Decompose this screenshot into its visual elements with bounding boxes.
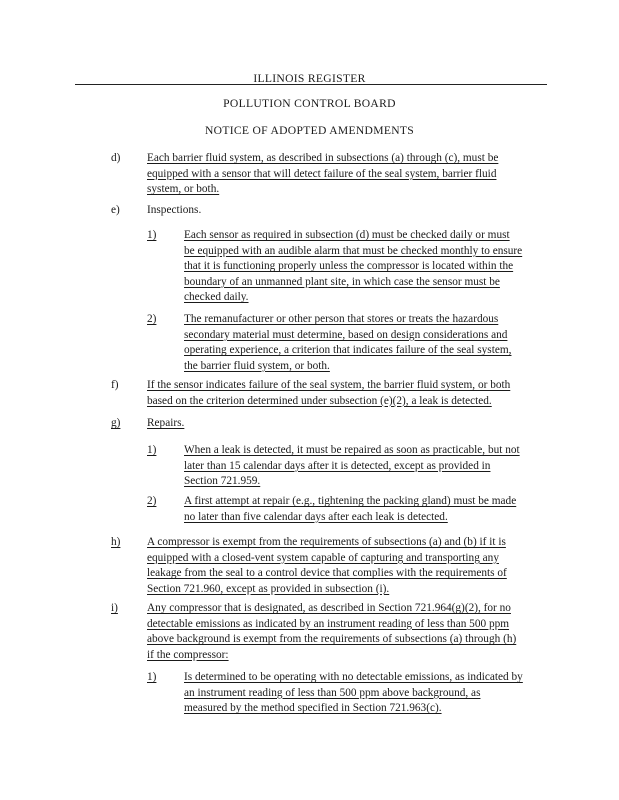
- register-title: ILLINOIS REGISTER: [253, 72, 366, 85]
- text-line: operating experience, a criterion that indicates failure of the seal system,: [184, 344, 512, 357]
- text-line: be equipped with an audible alarm that must be checked monthly to ensure: [184, 244, 523, 257]
- text-line: measured by the method specified in Section 721.963(c).: [184, 702, 442, 715]
- section-d-text: [147, 151, 498, 198]
- text-line: equipped with a sensor that will detect failure of the seal system, barrier fluid: [147, 167, 497, 180]
- section-g1-label: 1): [147, 444, 157, 456]
- section-g2-text: [184, 494, 516, 525]
- section-g2-label: 2): [147, 495, 157, 507]
- section-f-text: [147, 378, 510, 409]
- text-line: that it is functioning properly unless the compressor is located within the: [184, 260, 514, 273]
- text-line: checked daily.: [184, 291, 249, 304]
- text-line: later than 15 calendar days after it is detected, except as provided in: [184, 459, 491, 472]
- text-line: Each sensor as required in subsection (d) must be checked daily or must: [184, 229, 510, 241]
- section-g-heading: Repairs.: [147, 417, 185, 429]
- notice-title: NOTICE OF ADOPTED AMENDMENTS: [204, 124, 415, 137]
- section-i-label: i): [111, 602, 118, 614]
- text-line: Section 721.959.: [184, 475, 261, 488]
- text-line: secondary material must determine, based on design considerations and: [184, 328, 508, 341]
- text-line: an instrument reading of less than 500 ppm above background, as: [184, 686, 481, 699]
- section-e1-text: [184, 228, 522, 306]
- section-e-label: e): [111, 204, 120, 216]
- text-line: based on the criterion determined under subsection (e)(2), a leak is detected.: [147, 394, 492, 407]
- section-i-text: [147, 601, 516, 663]
- section-h-label: h): [111, 536, 121, 548]
- text-line: When a leak is detected, it must be repaired as soon as practicable, but not: [184, 444, 520, 456]
- section-e-heading: Inspections.: [147, 204, 202, 216]
- text-line: boundary of an unmanned plant site, in which case the sensor must be: [184, 275, 500, 288]
- text-line: leakage from the seal to a control device that complies with the requirements of: [147, 567, 507, 580]
- text-line: no later than five calendar days after each leak is detected.: [184, 510, 448, 523]
- section-g-label: g): [111, 417, 121, 429]
- section-i1-label: 1): [147, 671, 157, 683]
- section-e1-label: 1): [147, 229, 157, 241]
- section-h-text: [147, 535, 507, 597]
- text-line: A first attempt at repair (e.g., tightening the packing gland) must be made: [184, 495, 517, 507]
- text-line: A compressor is exempt from the requirements of subsections (a) and (b) if it is: [147, 536, 506, 548]
- text-line: system, or both.: [147, 183, 220, 196]
- section-i1-text: [184, 670, 523, 717]
- text-line: Any compressor that is designated, as described in Section 721.964(g)(2), for no: [147, 602, 511, 614]
- text-line: the barrier fluid system, or both.: [184, 359, 330, 372]
- text-line: detectable emissions as indicated by an instrument reading of less than 500 ppm: [147, 617, 510, 630]
- section-f-label: f): [111, 379, 119, 391]
- agency-title: POLLUTION CONTROL BOARD: [223, 97, 396, 110]
- section-d-label: d): [111, 152, 121, 164]
- text-line: If the sensor indicates failure of the seal system, the barrier fluid system, or both: [147, 379, 511, 391]
- text-line: Section 721.960, except as provided in subsection (i).: [147, 582, 390, 595]
- section-e2-label: 2): [147, 313, 157, 325]
- text-line: equipped with a closed-vent system capable of capturing and transporting any: [147, 551, 499, 564]
- text-line: The remanufacturer or other person that stores or treats the hazardous: [184, 313, 499, 325]
- text-line: above background is exempt from the requirements of subsections (a) through (h): [147, 633, 517, 646]
- section-g1-text: [184, 443, 520, 490]
- section-e2-text: [184, 312, 511, 374]
- text-line: Is determined to be operating with no detectable emissions, as indicated by: [184, 671, 523, 683]
- text-line: Each barrier fluid system, as described in subsections (a) through (c), must be: [147, 152, 499, 164]
- text-line: if the compressor:: [147, 648, 229, 661]
